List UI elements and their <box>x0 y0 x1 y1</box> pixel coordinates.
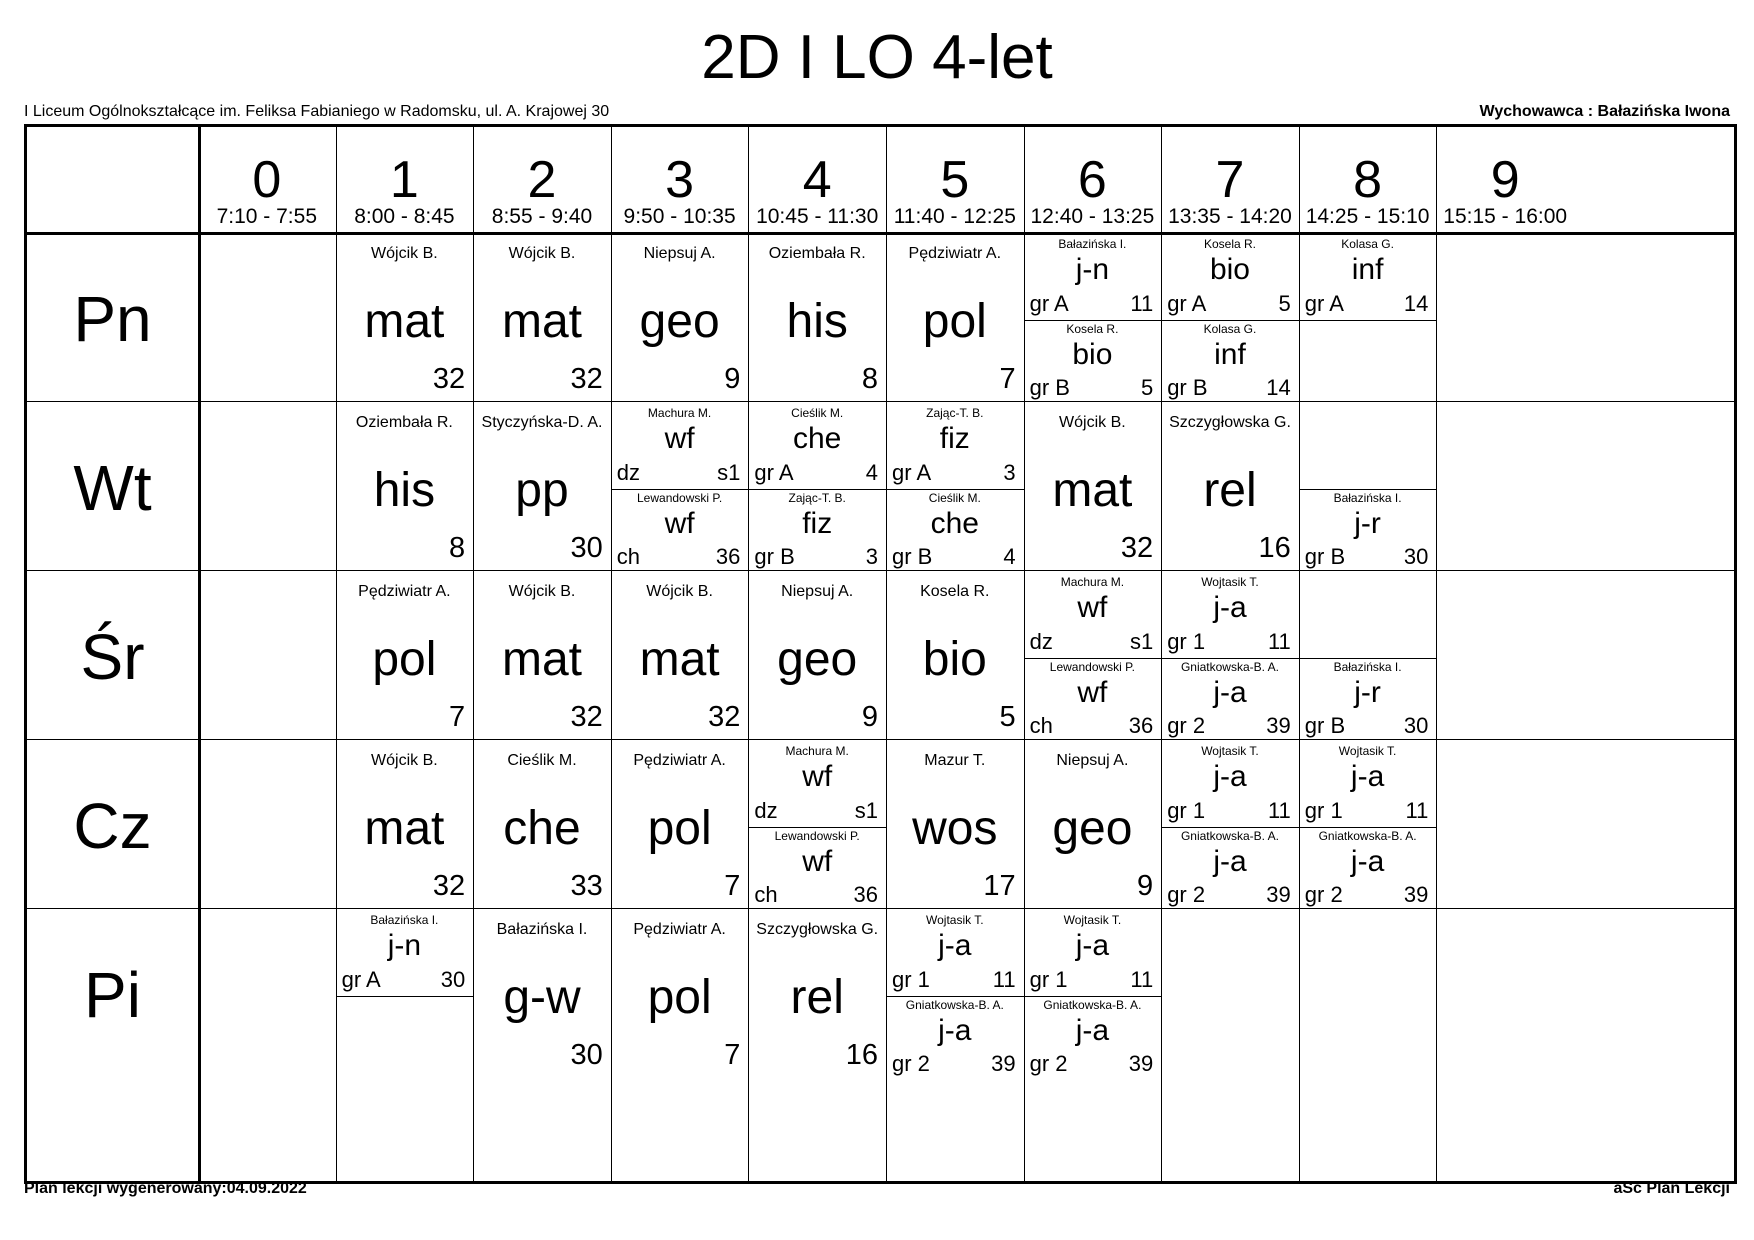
day-label: Śr <box>80 621 145 693</box>
period-time: 7:10 - 7:55 <box>216 205 317 228</box>
lesson-cell <box>611 911 749 1080</box>
timetable-title: 2D I LO 4-let <box>701 23 1053 92</box>
group-divider <box>336 996 474 997</box>
lesson-room: 4 <box>1003 544 1016 569</box>
lesson-teacher: Wojtasik T. <box>1338 744 1397 758</box>
lesson-cell <box>611 235 749 404</box>
lesson-group: gr A <box>892 459 932 485</box>
lesson-room: 5 <box>1140 375 1154 400</box>
lesson-room: 36 <box>1128 713 1154 738</box>
class-teacher: Wychowawca : Bałazińska Iwona <box>1479 103 1730 120</box>
lesson-cell <box>1161 404 1299 573</box>
lesson-room: 16 <box>845 1039 878 1071</box>
period-header <box>1299 127 1437 232</box>
lesson-cell <box>473 573 611 742</box>
lesson-teacher: Cieślik M. <box>507 752 577 769</box>
period-number: 9 <box>1490 151 1520 209</box>
group-lesson <box>1024 320 1162 405</box>
lesson-room: 32 <box>1120 532 1154 564</box>
period-time: 10:45 - 11:30 <box>756 205 879 228</box>
lesson-subject: j-n <box>1075 253 1110 286</box>
lesson-teacher: Bałazińska I. <box>496 921 588 938</box>
group-divider <box>1299 320 1437 321</box>
lesson-room: 32 <box>708 701 741 733</box>
lesson-subject: pol <box>647 802 712 855</box>
lesson-teacher: Styczyńska-D. A. <box>481 414 603 431</box>
lesson-room: 33 <box>570 870 603 902</box>
lesson-teacher: Lewandowski P. <box>774 828 860 843</box>
lesson-cell <box>336 235 474 404</box>
lesson-subject: pol <box>372 633 437 686</box>
lesson-teacher: Zając-T. B. <box>926 406 984 420</box>
group-lesson <box>1024 658 1162 743</box>
lesson-subject: j-a <box>938 929 972 962</box>
period-number: 7 <box>1215 151 1245 209</box>
period-number: 6 <box>1077 151 1107 209</box>
lesson-room: 3 <box>1003 459 1016 485</box>
lesson-teacher: Niepsuj A. <box>781 583 854 600</box>
period-header <box>198 127 336 232</box>
lesson-group: gr B <box>1029 375 1070 400</box>
lesson-teacher: Bałazińska I. <box>370 913 439 927</box>
lesson-group: gr A <box>1167 290 1207 316</box>
lesson-room: s1 <box>717 459 741 485</box>
lesson-group: gr A <box>341 966 381 992</box>
lesson-subject: pp <box>515 464 569 517</box>
lesson-teacher: Gniatkowska-B. A. <box>1180 828 1279 843</box>
period-number: 5 <box>940 151 970 209</box>
period-number: 8 <box>1353 151 1383 209</box>
group-lesson <box>1024 911 1162 996</box>
lesson-group: dz <box>754 797 778 823</box>
lesson-subject: rel <box>790 971 844 1024</box>
lesson-group: gr B <box>1167 375 1208 400</box>
lesson-subject: j-a <box>1213 760 1247 793</box>
lesson-cell <box>336 404 474 573</box>
lesson-subject: wf <box>1077 591 1108 624</box>
lesson-subject: bio <box>1072 337 1113 371</box>
lesson-teacher: Wójcik B. <box>371 245 438 262</box>
lesson-cell <box>1024 404 1162 573</box>
lesson-group: ch <box>616 544 641 569</box>
lesson-subject: j-a <box>1213 591 1247 624</box>
lesson-group: gr 1 <box>1167 628 1206 654</box>
lesson-room: 17 <box>983 870 1016 902</box>
day-label: Wt <box>73 452 152 524</box>
lesson-subject: j-a <box>1350 760 1385 793</box>
lesson-teacher: Wojtasik T. <box>926 913 984 927</box>
lesson-room: 14 <box>1403 290 1429 316</box>
period-number: 2 <box>527 151 557 209</box>
period-time: 14:25 - 15:10 <box>1305 205 1430 228</box>
lesson-subject: his <box>786 295 848 348</box>
lesson-teacher: Pędziwiatr A. <box>633 752 726 769</box>
lesson-teacher: Wojtasik T. <box>1063 913 1122 927</box>
lesson-teacher: Gniatkowska-B. A. <box>905 997 1004 1012</box>
group-lesson <box>1024 996 1162 1081</box>
lesson-teacher: Mazur T. <box>924 752 986 769</box>
group-lesson <box>1024 573 1162 658</box>
lesson-teacher: Szczygłowska G. <box>1169 414 1291 431</box>
lesson-subject: wos <box>912 802 998 855</box>
lesson-room: 39 <box>1403 882 1429 907</box>
lesson-teacher: Pędziwiatr A. <box>633 921 726 938</box>
day-label: Pn <box>73 283 152 355</box>
lesson-subject: mat <box>1052 464 1133 517</box>
lesson-group: gr A <box>1029 290 1069 316</box>
period-header <box>1161 127 1299 232</box>
lesson-room: 16 <box>1258 532 1291 564</box>
lesson-room: 30 <box>1403 544 1429 569</box>
lesson-cell <box>336 742 474 911</box>
lesson-teacher: Wójcik B. <box>646 583 713 600</box>
group-lesson <box>1161 742 1299 827</box>
lesson-subject: pol <box>922 295 987 348</box>
lesson-room: 3 <box>865 544 878 569</box>
group-lesson <box>748 742 886 827</box>
period-time: 15:15 - 16:00 <box>1443 205 1568 228</box>
lesson-room: 32 <box>432 363 466 395</box>
lesson-group: dz <box>616 459 641 485</box>
group-lesson <box>611 489 749 574</box>
period-time: 8:00 - 8:45 <box>354 205 455 228</box>
lesson-teacher: Machura M. <box>785 744 849 758</box>
lesson-cell <box>473 911 611 1080</box>
group-lesson <box>1161 658 1299 743</box>
lesson-room: 39 <box>1266 713 1291 738</box>
lesson-group: gr 1 <box>1304 797 1343 823</box>
lesson-group: gr A <box>1304 290 1344 316</box>
lesson-subject: fiz <box>939 422 970 455</box>
lesson-teacher: Szczygłowska G. <box>756 921 879 938</box>
lesson-subject: rel <box>1203 464 1257 517</box>
lesson-teacher: Wójcik B. <box>1059 414 1126 431</box>
lesson-teacher: Kolasa G. <box>1341 237 1394 251</box>
lesson-group: gr 2 <box>1304 882 1343 907</box>
lesson-room: 14 <box>1266 375 1291 400</box>
lesson-group: dz <box>1029 628 1053 654</box>
group-lesson <box>611 404 749 489</box>
lesson-room: 7 <box>724 870 741 902</box>
lesson-group: gr 2 <box>1167 882 1206 907</box>
lesson-room: 5 <box>1278 290 1291 316</box>
group-lesson <box>336 911 474 996</box>
lesson-subject: wf <box>664 422 695 455</box>
group-lesson <box>1299 658 1437 743</box>
lesson-subject: bio <box>1209 253 1250 286</box>
lesson-subject: his <box>373 464 436 517</box>
timetable-grid <box>24 124 1737 1184</box>
generated-date: Plan lekcji wygenerowany:04.09.2022 <box>24 1180 307 1197</box>
lesson-group: gr B <box>892 544 933 569</box>
lesson-room: 32 <box>570 363 603 395</box>
group-lesson <box>1299 489 1437 574</box>
lesson-cell <box>611 742 749 911</box>
period-time: 9:50 - 10:35 <box>623 205 736 228</box>
lesson-group: gr B <box>754 544 795 569</box>
lesson-group: gr 2 <box>1029 1051 1068 1076</box>
lesson-group: ch <box>754 882 778 907</box>
lesson-subject: mat <box>639 633 720 686</box>
lesson-room: 32 <box>432 870 466 902</box>
lesson-cell <box>611 573 749 742</box>
period-number: 3 <box>665 151 695 209</box>
lesson-group: gr 2 <box>1167 713 1206 738</box>
lesson-subject: j-r <box>1354 675 1381 709</box>
lesson-room: 7 <box>449 701 466 733</box>
lesson-room: 8 <box>449 532 466 564</box>
lesson-subject: mat <box>364 802 445 855</box>
lesson-group: gr B <box>1304 713 1346 738</box>
school-name: I Liceum Ogólnokształcące im. Feliksa Fabianiego w Radomsku, ul. A. Krajowej 30 <box>24 103 610 120</box>
lesson-subject: che <box>930 506 979 540</box>
lesson-cell <box>886 573 1024 742</box>
lesson-subject: mat <box>364 295 445 348</box>
lesson-subject: g-w <box>503 971 581 1024</box>
group-lesson <box>1299 827 1437 912</box>
group-lesson <box>1161 320 1299 405</box>
lesson-subject: geo <box>639 295 720 348</box>
lesson-subject: geo <box>1052 802 1133 855</box>
lesson-room: s1 <box>1129 628 1154 654</box>
lesson-room: 36 <box>853 882 878 907</box>
lesson-subject: j-n <box>387 929 422 962</box>
group-lesson <box>748 489 886 574</box>
lesson-room: 7 <box>724 1039 741 1071</box>
lesson-room: s1 <box>854 797 878 823</box>
lesson-teacher: Gniatkowska-B. A. <box>1180 659 1279 674</box>
group-lesson <box>886 404 1024 489</box>
lesson-room: 11 <box>1130 290 1154 316</box>
day-label: Pi <box>84 959 141 1031</box>
period-header <box>336 127 474 232</box>
period-header <box>886 127 1024 232</box>
lesson-subject: wf <box>664 506 695 540</box>
lesson-teacher: Wójcik B. <box>508 583 576 600</box>
group-lesson <box>886 489 1024 574</box>
lesson-subject: wf <box>802 760 833 793</box>
lesson-room: 11 <box>1130 966 1154 992</box>
group-lesson <box>886 911 1024 996</box>
period-number: 0 <box>252 151 282 209</box>
lesson-room: 36 <box>715 544 741 569</box>
lesson-subject: j-a <box>938 1013 972 1047</box>
lesson-teacher: Oziembała R. <box>768 245 866 262</box>
lesson-room: 30 <box>1403 713 1429 738</box>
group-lesson <box>748 827 886 912</box>
lesson-teacher: Wójcik B. <box>371 752 438 769</box>
period-header <box>473 127 611 232</box>
lesson-teacher: Pędziwiatr A. <box>358 583 451 600</box>
lesson-teacher: Zając-T. B. <box>788 490 846 505</box>
lesson-group: gr 2 <box>892 1051 930 1076</box>
lesson-room: 32 <box>570 701 603 733</box>
lesson-subject: mat <box>501 633 582 686</box>
group-lesson <box>1299 235 1437 320</box>
lesson-subject: geo <box>777 633 858 686</box>
lesson-room: 7 <box>999 363 1016 395</box>
lesson-teacher: Cieślik M. <box>791 406 844 420</box>
lesson-teacher: Bałazińska I. <box>1333 490 1402 505</box>
lesson-cell <box>336 573 474 742</box>
lesson-group: gr 1 <box>892 966 930 992</box>
lesson-cell <box>748 573 886 742</box>
period-time: 8:55 - 9:40 <box>491 205 593 228</box>
lesson-group: gr B <box>1304 544 1346 569</box>
lesson-cell <box>473 742 611 911</box>
lesson-subject: fiz <box>802 506 833 540</box>
lesson-group: gr A <box>754 459 794 485</box>
software-name: aSc Plan Lekcji <box>1613 1180 1730 1197</box>
lesson-room: 39 <box>1128 1051 1154 1076</box>
lesson-room: 9 <box>1137 870 1154 902</box>
lesson-teacher: Kolasa G. <box>1203 321 1257 336</box>
lesson-cell <box>748 235 886 404</box>
group-lesson <box>1161 573 1299 658</box>
lesson-subject: j-r <box>1354 506 1381 540</box>
lesson-teacher: Oziembała R. <box>355 414 453 431</box>
lesson-teacher: Gniatkowska-B. A. <box>1318 828 1417 843</box>
lesson-room: 39 <box>991 1051 1016 1076</box>
lesson-subject: j-a <box>1213 675 1247 709</box>
period-number: 1 <box>389 151 419 209</box>
lesson-room: 11 <box>992 966 1016 992</box>
lesson-room: 11 <box>1267 628 1291 654</box>
lesson-group: gr 1 <box>1029 966 1068 992</box>
lesson-teacher: Wojtasik T. <box>1201 744 1259 758</box>
lesson-cell <box>748 911 886 1080</box>
period-time: 13:35 - 14:20 <box>1168 205 1292 228</box>
lesson-teacher: Kosela R. <box>1203 237 1256 251</box>
lesson-room: 30 <box>570 1039 603 1071</box>
lesson-subject: che <box>793 422 842 455</box>
group-lesson <box>1161 827 1299 912</box>
lesson-subject: j-a <box>1075 1013 1110 1047</box>
lesson-room: 9 <box>861 701 878 733</box>
lesson-teacher: Machura M. <box>1060 575 1125 589</box>
lesson-subject: bio <box>922 633 987 686</box>
period-time: 12:40 - 13:25 <box>1030 205 1155 228</box>
period-header <box>611 127 749 232</box>
lesson-subject: che <box>503 802 581 855</box>
lesson-group: gr 1 <box>1167 797 1206 823</box>
lesson-subject: inf <box>1351 253 1384 286</box>
lesson-teacher: Cieślik M. <box>928 490 981 505</box>
period-header <box>1436 127 1574 232</box>
lesson-teacher: Niepsuj A. <box>643 245 716 262</box>
lesson-room: 8 <box>861 363 878 395</box>
lesson-subject: j-a <box>1213 844 1247 878</box>
lesson-cell <box>886 235 1024 404</box>
lesson-teacher: Niepsuj A. <box>1056 752 1129 769</box>
lesson-room: 30 <box>440 966 466 992</box>
group-lesson <box>886 996 1024 1081</box>
lesson-subject: j-a <box>1075 929 1110 962</box>
lesson-subject: mat <box>501 295 582 348</box>
group-lesson <box>1299 742 1437 827</box>
group-lesson <box>1161 235 1299 320</box>
lesson-cell <box>886 742 1024 911</box>
lesson-teacher: Bałazińska I. <box>1333 659 1402 674</box>
lesson-cell <box>473 235 611 404</box>
lesson-teacher: Lewandowski P. <box>1049 659 1135 674</box>
lesson-room: 11 <box>1267 797 1291 823</box>
period-header <box>748 127 886 232</box>
lesson-room: 5 <box>999 701 1016 733</box>
lesson-room: 4 <box>865 459 878 485</box>
lesson-subject: pol <box>647 971 712 1024</box>
lesson-cell <box>1024 742 1162 911</box>
day-label: Cz <box>73 790 152 862</box>
lesson-subject: j-a <box>1350 844 1385 878</box>
lesson-subject: wf <box>1077 675 1108 709</box>
lesson-teacher: Wojtasik T. <box>1201 575 1259 589</box>
lesson-group: ch <box>1029 713 1053 738</box>
group-lesson <box>748 404 886 489</box>
lesson-teacher: Kosela R. <box>1066 321 1119 336</box>
lesson-room: 39 <box>1266 882 1291 907</box>
lesson-subject: wf <box>802 844 833 878</box>
lesson-teacher: Pędziwiatr A. <box>908 245 1002 262</box>
group-lesson <box>1024 235 1162 320</box>
lesson-room: 30 <box>570 532 603 564</box>
lesson-cell <box>473 404 611 573</box>
lesson-teacher: Lewandowski P. <box>637 490 723 505</box>
period-time: 11:40 - 12:25 <box>893 205 1016 228</box>
period-number: 4 <box>802 151 832 209</box>
lesson-teacher: Machura M. <box>647 406 712 420</box>
lesson-room: 11 <box>1405 797 1429 823</box>
column-divider <box>198 127 201 1181</box>
lesson-teacher: Kosela R. <box>920 583 990 600</box>
lesson-room: 9 <box>724 363 741 395</box>
lesson-subject: inf <box>1214 337 1246 371</box>
column-divider <box>1436 127 1437 1181</box>
lesson-teacher: Gniatkowska-B. A. <box>1043 997 1142 1012</box>
lesson-teacher: Bałazińska I. <box>1058 237 1127 251</box>
lesson-teacher: Wójcik B. <box>508 245 576 262</box>
period-header <box>1024 127 1162 232</box>
